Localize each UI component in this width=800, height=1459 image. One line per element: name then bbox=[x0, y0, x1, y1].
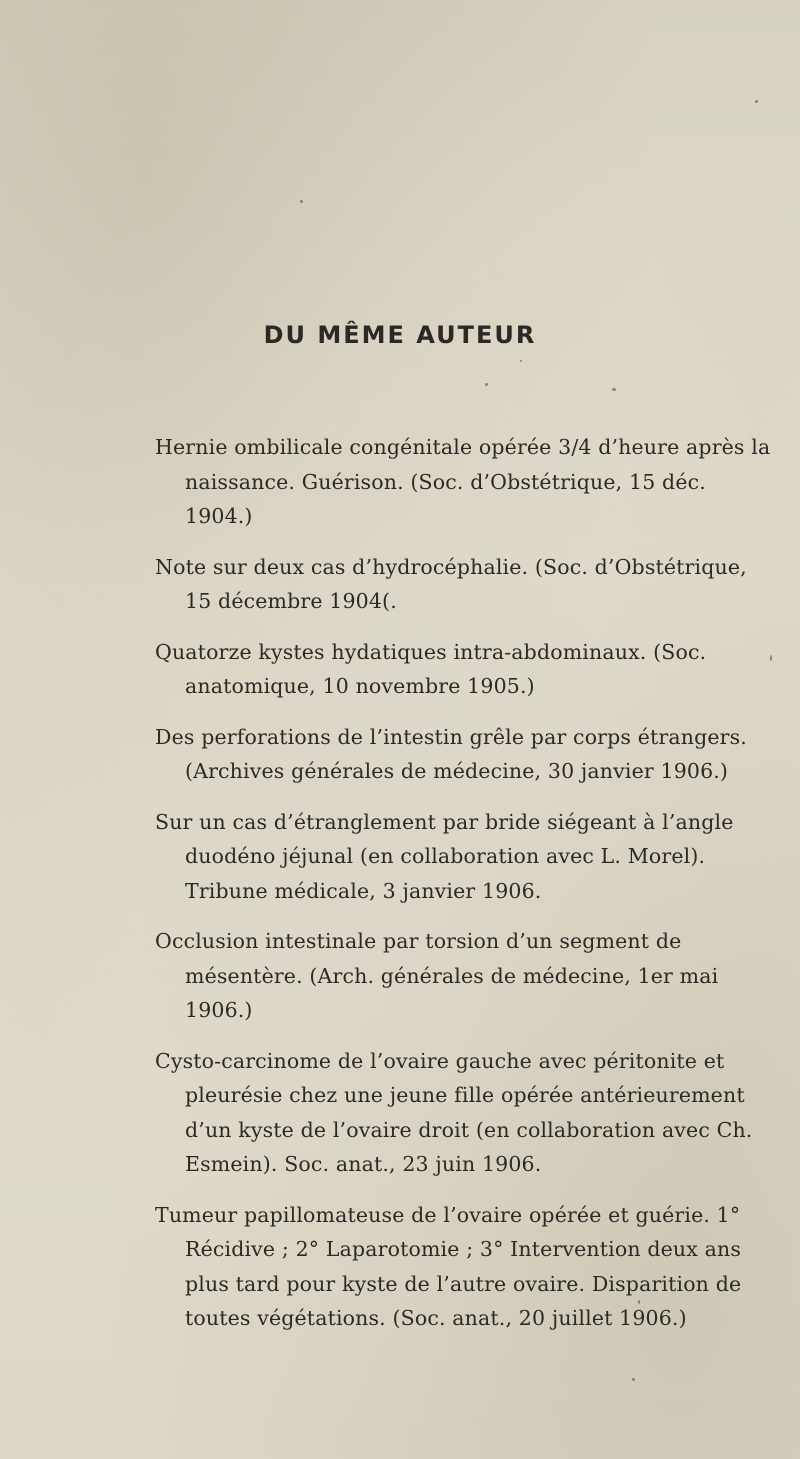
publication-entry bbox=[155, 1198, 775, 1336]
paper-speck bbox=[612, 388, 616, 391]
publication-entry bbox=[155, 1044, 775, 1182]
publication-entry bbox=[155, 635, 775, 704]
publication-text: Cysto-carcinome de l’ovaire gauche avec péritonite et pleurésie chez une jeune fille opérée antérieurement d’un kyste de l’ovaire droit (en collaboration avec Ch. Esmein). Soc. anat., 23 juin 1906. bbox=[155, 1048, 753, 1176]
publication-text: Occlusion intestinale par torsion d’un segment de mésentère. (Arch. générales de médecine, 1er mai 1906.) bbox=[155, 929, 719, 1022]
publication-text: Tumeur papillomateuse de l’ovaire opérée et guérie. 1° Récidive ; 2° Laparotomie ; 3° Intervention deux ans plus tard pour kyste de l’autre ovaire. Disparition de toutes végétations. (Soc. anat., 20 juillet 1906.) bbox=[155, 1202, 742, 1330]
paper-speck bbox=[485, 383, 488, 386]
publication-entry bbox=[155, 924, 775, 1028]
publication-entry bbox=[155, 550, 775, 619]
paper-speck bbox=[632, 1378, 635, 1381]
paper-speck bbox=[520, 360, 522, 362]
publication-entry bbox=[155, 720, 775, 789]
page-title: DU MÊME AUTEUR bbox=[263, 321, 537, 350]
publication-text: Des perforations de l’intestin grêle par corps étrangers. (Archives générales de médecine, 30 janvier 1906.) bbox=[155, 724, 747, 783]
publication-list bbox=[155, 430, 775, 1336]
publication-text: Sur un cas d’étranglement par bride siégeant à l’angle duodéno jéjunal (en collaboration avec L. Morel). Tribune médicale, 3 janvier 1906. bbox=[155, 809, 734, 903]
publication-text: Quatorze kystes hydatiques intra-abdominaux. (Soc. anatomique, 10 novembre 1905.) bbox=[155, 639, 707, 698]
publication-text: Hernie ombilicale congénitale opérée 3/4 d’heure après la naissance. Guérison. (Soc. d’Obstétrique, 15 déc. 1904.) bbox=[155, 435, 771, 528]
paper-speck bbox=[300, 200, 303, 203]
publication-entry bbox=[155, 805, 775, 909]
paper-speck bbox=[755, 100, 758, 103]
publication-text: Note sur deux cas d’hydrocéphalie. (Soc. d’Obstétrique, 15 décembre 1904(. bbox=[155, 554, 747, 613]
publication-entry bbox=[155, 430, 775, 534]
